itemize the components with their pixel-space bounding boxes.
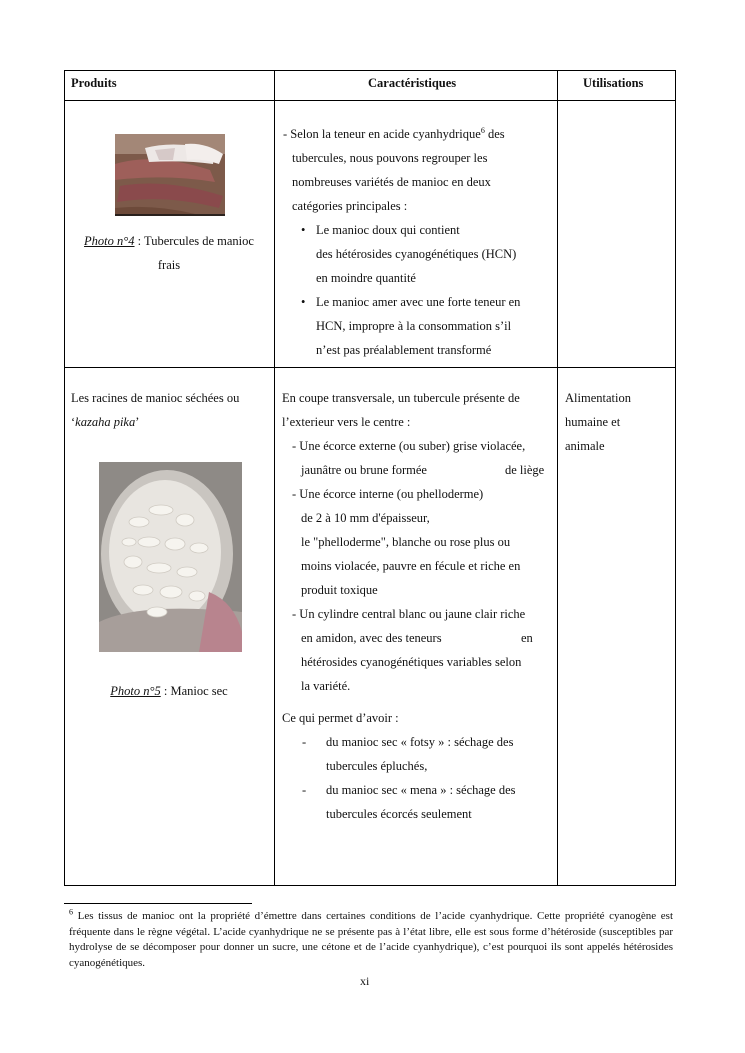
text-line: catégories principales :: [292, 199, 408, 213]
table-border: [557, 70, 558, 886]
text-line: l’exterieur vers le centre :: [282, 415, 411, 429]
photo4-caption-line1: Tubercules de manioc: [144, 234, 254, 248]
text-line: du manioc sec « fotsy » : séchage des: [326, 735, 514, 749]
header-utilisations: Utilisations: [583, 76, 644, 90]
text-line: n’est pas préalablement transformé: [316, 343, 492, 357]
text-line: le "phelloderme", blanche ou rose plus ou: [301, 535, 511, 549]
text-span: de liège: [505, 463, 545, 477]
text-line: du manioc sec « mena » : séchage des: [326, 783, 516, 797]
dash-item: [282, 778, 556, 826]
bullet-icon: •: [301, 295, 306, 309]
text-span: - Selon la teneur en acide cyanhydrique: [283, 127, 481, 141]
text-line: En coupe transversale, un tubercule présente de: [282, 391, 520, 405]
text-span: en: [521, 631, 533, 645]
table-border: [64, 70, 65, 886]
text-line: Le manioc doux qui contient: [316, 223, 460, 237]
dash-item: [282, 730, 556, 778]
cassava-tubers-photo: [115, 134, 225, 216]
table-border: [64, 367, 676, 368]
text-line: [71, 410, 271, 434]
text-line: - Une écorce externe (ou suber) grise violacée,: [292, 439, 526, 453]
characteristics-table: [64, 70, 676, 886]
text-line: tubercules, nous pouvons regrouper les: [292, 151, 488, 165]
footnote-text: Les tissus de manioc ont la propriété d’émettre dans certaines conditions de l’acide cyanhydrique. Cette propriété cyanogène est fréquente dans le règne végétal. L’acide cyanhydrique ne se présente pas à l’état libre, elle est sous forme d’hétéroside (susceptibles par hydrolyse de se décomposer pour donner un sucre, une cétone et de l’acide cyanhydrique), c’est pourquoi ils sont appelés hétérosides cyanogénétiques.: [69, 910, 673, 969]
bullet-item: [283, 290, 555, 362]
text-line: [282, 626, 556, 650]
header-caracteristiques: Caractéristiques: [368, 76, 457, 90]
photo5-caption: [66, 679, 272, 703]
bullet-item: [283, 218, 555, 290]
photo5-label: Photo n°5: [110, 684, 161, 698]
text-line: des hétérosides cyanogénétiques (HCN): [316, 247, 517, 261]
text-line: Les racines de manioc séchées ou: [71, 391, 240, 405]
photo4-caption: [66, 229, 272, 277]
dash-icon: -: [302, 783, 307, 797]
dried-cassava-photo: [99, 462, 242, 652]
text-line: en moindre quantité: [316, 271, 416, 285]
row2-characteristics: [282, 386, 556, 826]
text-line: tubercules écorcés seulement: [326, 807, 472, 821]
text-line: moins violacée, pauvre en fécule et riche en: [301, 559, 521, 573]
table-border: [64, 885, 676, 886]
text-line: Ce qui permet d’avoir :: [282, 711, 399, 725]
text-line: nombreuses variétés de manioc en deux: [292, 175, 491, 189]
text-line: la variété.: [301, 679, 351, 693]
text-line: - Une écorce interne (ou phelloderme): [292, 487, 484, 501]
text-line: Alimentation: [565, 391, 631, 405]
text-span: jaunâtre ou brune formée: [301, 463, 427, 477]
header-produits: Produits: [71, 76, 117, 90]
text-span: des: [484, 127, 505, 141]
footnote-number: 6: [69, 907, 73, 917]
text-line: [283, 122, 555, 146]
page-number: xi: [360, 974, 370, 988]
text-span: ‘: [71, 415, 76, 429]
photo4-caption-line2: frais: [157, 258, 181, 272]
table-border: [675, 70, 676, 886]
text-line: HCN, impropre à la consommation s’il: [316, 319, 512, 333]
text-span: kazaha pika: [75, 415, 136, 429]
table-border: [64, 100, 676, 101]
table-border: [274, 70, 275, 886]
row1-characteristics: [283, 122, 555, 362]
footnote-divider: [64, 903, 252, 904]
text-line: tubercules épluchés,: [326, 759, 428, 773]
footnote-ref: 6: [480, 125, 485, 135]
photo4-label: Photo n°4: [84, 234, 135, 248]
row2-utilisations: [565, 386, 673, 458]
photo4-separator: :: [134, 234, 145, 248]
text-line: produit toxique: [301, 583, 378, 597]
text-span: ’: [135, 415, 140, 429]
text-line: humaine et: [565, 415, 621, 429]
text-span: en amidon, avec des teneurs: [301, 631, 442, 645]
photo5-caption-text: : Manioc sec: [160, 684, 228, 698]
text-line: hétérosides cyanogénétiques variables selon: [301, 655, 522, 669]
text-line: [282, 458, 556, 482]
row2-product: [71, 386, 271, 434]
dash-icon: -: [302, 735, 307, 749]
text-line: - Un cylindre central blanc ou jaune clair riche: [292, 607, 526, 621]
text-line: Le manioc amer avec une forte teneur en: [316, 295, 521, 309]
table-border: [64, 70, 676, 71]
text-line: de 2 à 10 mm d'épaisseur,: [301, 511, 430, 525]
text-line: animale: [565, 439, 605, 453]
footnote: [69, 909, 673, 971]
bullet-icon: •: [301, 223, 306, 237]
